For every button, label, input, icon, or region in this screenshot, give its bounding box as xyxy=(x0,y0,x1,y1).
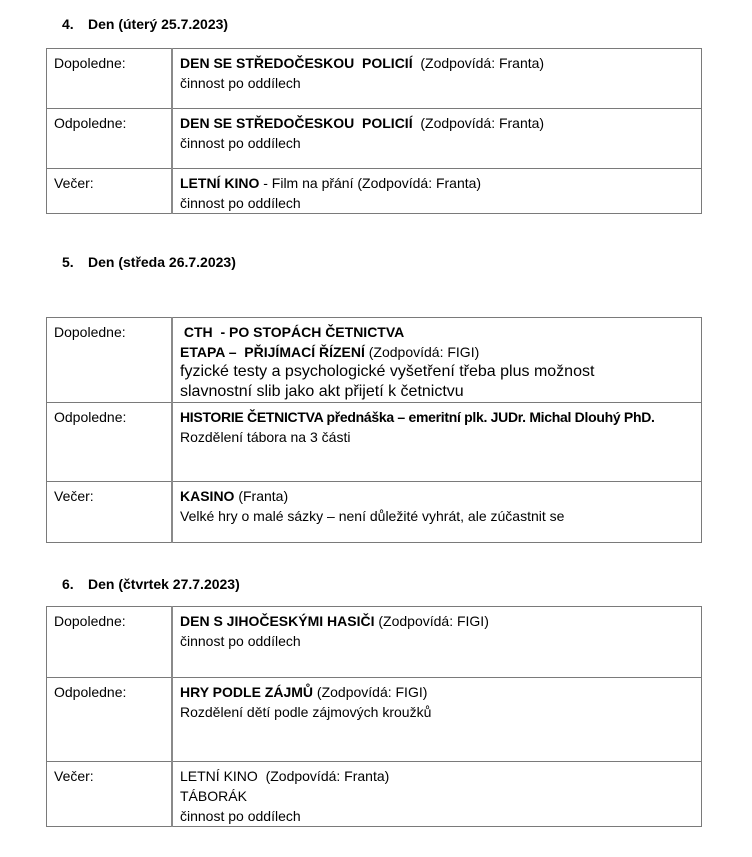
activity-detail: Rozdělení tábora na 3 části xyxy=(180,429,351,445)
time-slot-label: Večer: xyxy=(47,762,173,827)
day-4-heading xyxy=(62,16,228,32)
activity-title: DEN SE STŘEDOČESKOU POLICIÍ xyxy=(180,115,413,131)
activity-title: LETNÍ KINO xyxy=(180,175,260,191)
day-4-schedule-table xyxy=(46,48,702,214)
time-slot-label: Dopoledne: xyxy=(47,318,173,403)
day-6-schedule-table xyxy=(46,606,702,827)
activity-responsible: (Zodpovídá: FIGI) xyxy=(374,613,489,629)
activity-responsible: (Franta) xyxy=(234,488,289,504)
activity-stage: ETAPA – PŘIJÍMACÍ ŘÍZENÍ xyxy=(180,344,365,360)
activity-title: DEN SE STŘEDOČESKOU POLICIÍ xyxy=(180,55,413,71)
activity-cell xyxy=(172,169,702,214)
activity-title: HISTORIE ČETNICTVA přednáška – emeritní plk. JUDr. Michal Dlouhý PhD. xyxy=(180,409,655,425)
time-slot-label: Dopoledne: xyxy=(47,607,173,678)
table-row xyxy=(47,318,702,403)
activity-detail: činnost po oddílech xyxy=(180,75,301,91)
table-row xyxy=(47,403,702,482)
table-row xyxy=(47,482,702,543)
activity-title: DEN S JIHOČESKÝMI HASIČI xyxy=(180,613,375,629)
time-slot-label: Odpoledne: xyxy=(47,109,173,169)
activity-cell xyxy=(172,678,702,762)
activity-title: KASINO xyxy=(180,488,235,504)
activity-detail: slavnostní slib jako akt přijetí k četnictvu xyxy=(180,383,464,400)
table-row xyxy=(47,762,702,827)
activity-cell xyxy=(172,403,702,482)
day-number: 6. xyxy=(62,576,74,592)
table-row xyxy=(47,607,702,678)
time-slot-label: Večer: xyxy=(47,482,173,543)
activity-cell xyxy=(172,109,702,169)
activity-cell xyxy=(172,482,702,543)
day-number: 4. xyxy=(62,16,74,32)
activity-cell xyxy=(172,607,702,678)
activity-detail: Velké hry o malé sázky – není důležité vyhrát, ale zúčastnit se xyxy=(180,508,565,524)
activity-title: HRY PODLE ZÁJMŮ xyxy=(180,684,314,700)
activity-detail: činnost po oddílech xyxy=(180,195,301,211)
activity-cell xyxy=(172,762,702,827)
activity-detail: Rozdělení dětí podle zájmových kroužků xyxy=(180,704,432,720)
activity-responsible: - Film na přání (Zodpovídá: Franta) xyxy=(259,175,482,191)
activity-cell xyxy=(172,318,702,403)
time-slot-label: Odpoledne: xyxy=(47,678,173,762)
table-row xyxy=(47,109,702,169)
activity-detail: fyzické testy a psychologické vyšetření třeba plus možnost xyxy=(180,363,595,380)
activity-title: CTH - PO STOPÁCH ČETNICTVA xyxy=(180,324,405,340)
activity-cell xyxy=(172,49,702,109)
table-row xyxy=(47,49,702,109)
activity-responsible: (Zodpovídá: FIGI) xyxy=(313,684,428,700)
time-slot-label: Večer: xyxy=(47,169,173,214)
activity-responsible: (Zodpovídá: Franta) xyxy=(412,115,545,131)
day-title: Den (čtvrtek 27.7.2023) xyxy=(88,576,240,592)
activity-detail: činnost po oddílech xyxy=(180,633,301,649)
table-row xyxy=(47,678,702,762)
activity-responsible: (Zodpovídá: Franta) xyxy=(412,55,545,71)
activity-detail: činnost po oddílech xyxy=(180,808,301,824)
day-5-schedule-table xyxy=(46,317,702,543)
activity-detail: činnost po oddílech xyxy=(180,135,301,151)
day-number: 5. xyxy=(62,254,74,270)
day-5-heading xyxy=(62,254,236,270)
day-title: Den (středa 26.7.2023) xyxy=(88,254,236,270)
time-slot-label: Odpoledne: xyxy=(47,403,173,482)
table-row xyxy=(47,169,702,214)
activity-title: LETNÍ KINO (Zodpovídá: Franta) xyxy=(180,768,390,784)
time-slot-label: Dopoledne: xyxy=(47,49,173,109)
activity-responsible: (Zodpovídá: FIGI) xyxy=(364,344,480,360)
day-6-heading xyxy=(62,576,240,592)
activity-extra: TÁBORÁK xyxy=(180,788,247,804)
day-title: Den (úterý 25.7.2023) xyxy=(88,16,229,32)
